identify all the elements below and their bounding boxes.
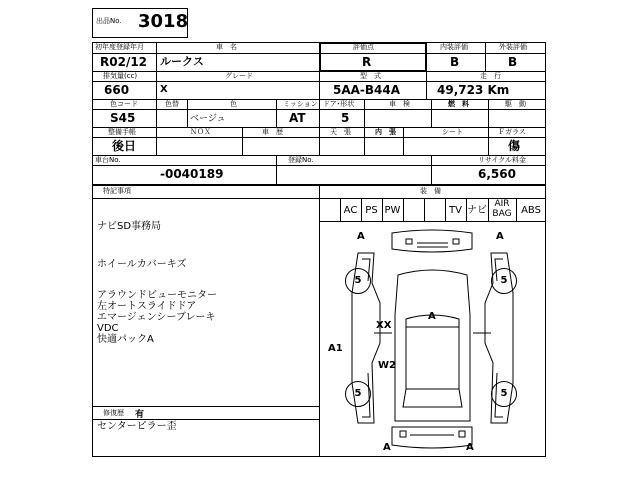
note-line: アラウンドビューモニター [97, 290, 217, 301]
grid-line [276, 155, 277, 184]
color-change-label: 色替 [165, 100, 179, 108]
score-value: R [362, 55, 372, 69]
lot-number: 3018 [138, 11, 189, 32]
sunroof-label: 天 張 [330, 128, 351, 136]
score-label: 評価点 [353, 43, 374, 51]
grid-line [187, 99, 188, 127]
equipment-item: PS [365, 205, 378, 216]
interior-label: 内装評価 [440, 43, 468, 51]
grid-line [92, 198, 320, 199]
equipment-label: 装 備 [420, 187, 441, 195]
mark-roof-xx: XX [376, 320, 392, 331]
car-diagram [320, 223, 545, 456]
grid-line [431, 99, 432, 127]
year-value: R02/12 [100, 55, 148, 69]
repair-note: センターピラー歪 [97, 421, 177, 432]
equipment-item: ナビ [467, 205, 487, 216]
mark-front-right: A [496, 231, 504, 242]
mileage-label: 走 行 [480, 72, 501, 80]
exterior-value: B [508, 55, 518, 69]
color-label: 色 [230, 100, 237, 108]
manual-value: 後日 [112, 139, 137, 153]
color-code-label: 色コード [110, 100, 138, 108]
equipment-item: AC [343, 205, 358, 216]
interior-roof-label: 内 張 [375, 128, 396, 136]
grid-line [92, 165, 546, 166]
notes-list [97, 221, 217, 345]
seat-label: シート [442, 128, 463, 136]
grid-line [426, 42, 427, 71]
glass-label: Ｆガラス [498, 128, 526, 136]
name-label: 車 名 [216, 43, 237, 51]
mileage-value: 49,723 Km [437, 83, 510, 97]
mission-label: ミッション [283, 100, 318, 108]
glass-value: 傷 [508, 139, 521, 153]
recycle-label: リサイクル料金 [478, 156, 527, 164]
color-value: ベージュ [190, 114, 226, 124]
equipment-item: ABS [521, 205, 541, 216]
model-label: 型 式 [360, 72, 381, 80]
mark-rear-left: A [383, 442, 391, 453]
grid-line [156, 127, 157, 155]
grid-line [403, 127, 404, 155]
front-view [392, 230, 472, 252]
note-line: ナビSD事務局 [97, 221, 162, 232]
grade-value: X [160, 84, 168, 95]
reg-label: 登録No. [288, 156, 314, 164]
grid-line [156, 42, 157, 71]
doors-label: ドア･形状 [323, 100, 355, 108]
grid-line [431, 155, 432, 184]
recycle-value: 6,560 [478, 167, 516, 181]
grid-line [424, 198, 425, 222]
grid-line [156, 71, 157, 99]
model-value: 5AA-B44A [333, 83, 401, 97]
grid-line [242, 127, 243, 155]
grid-line [488, 127, 489, 155]
note-line: VDC [97, 323, 119, 334]
mark-w2: W2 [378, 360, 396, 371]
note-line: 左オートスライドドア [97, 301, 197, 312]
grid-line [319, 99, 320, 127]
cc-value: 660 [104, 83, 130, 97]
rear-view [392, 427, 472, 448]
tire-front-left: 5 [345, 268, 371, 294]
grid-line [92, 419, 320, 420]
grid-line [276, 99, 277, 127]
doors-value: 5 [341, 111, 350, 125]
mission-value: AT [289, 111, 306, 125]
repair-value: 有 [135, 410, 145, 420]
grid-line [92, 406, 320, 407]
equipment-item: PW [384, 205, 401, 216]
equipment-item: TV [449, 205, 462, 216]
note-line: 快適パックA [97, 334, 154, 345]
repair-label: 修復歴 [103, 409, 124, 417]
equipment-item: AIR BAG [492, 199, 512, 219]
grid-line [485, 42, 486, 71]
tire-rear-left: 5 [345, 381, 371, 407]
note-line [97, 232, 217, 259]
top-view [395, 270, 470, 421]
notes-label: 特記事項 [103, 187, 131, 195]
history-label: 車 歴 [262, 128, 283, 136]
grid-line [403, 198, 404, 222]
tire-front-right: 5 [491, 268, 517, 294]
mark-front-left: A [357, 231, 365, 242]
mark-pillar-a1: A1 [328, 343, 343, 354]
grade-label: グレード [225, 72, 253, 80]
tire-rear-right: 5 [491, 381, 517, 407]
chassis-label: 車台No. [95, 156, 121, 164]
inspection-label: 車 検 [389, 100, 410, 108]
grid-line [319, 71, 320, 99]
manual-label: 整備手帳 [108, 128, 136, 136]
fuel-label: 燃 料 [448, 100, 469, 108]
grid-line [426, 71, 427, 99]
color-code-value: S45 [110, 111, 136, 125]
mark-hood: A [428, 311, 436, 322]
grid-line [156, 99, 157, 127]
mark-rear-right: A [466, 442, 474, 453]
exterior-label: 外装評価 [499, 43, 527, 51]
grid-line [364, 99, 365, 127]
lot-label: 出品No. [96, 17, 122, 25]
nox-label: ＮＯＸ [190, 128, 211, 136]
grid-line [364, 127, 365, 155]
interior-value: B [450, 55, 460, 69]
drive-label: 駆 動 [505, 100, 526, 108]
year-label: 初年度登録年月 [95, 43, 144, 51]
cc-label: 排気量(cc) [103, 72, 138, 80]
grid-line [319, 127, 320, 155]
note-line: ホイールカバーキズ [97, 259, 187, 270]
chassis-value: -0040189 [160, 167, 224, 181]
note-line [97, 270, 217, 290]
note-line: エマージェンシーブレーキ [97, 312, 216, 323]
grid-line [488, 99, 489, 127]
name-value: ルークス [160, 55, 204, 68]
